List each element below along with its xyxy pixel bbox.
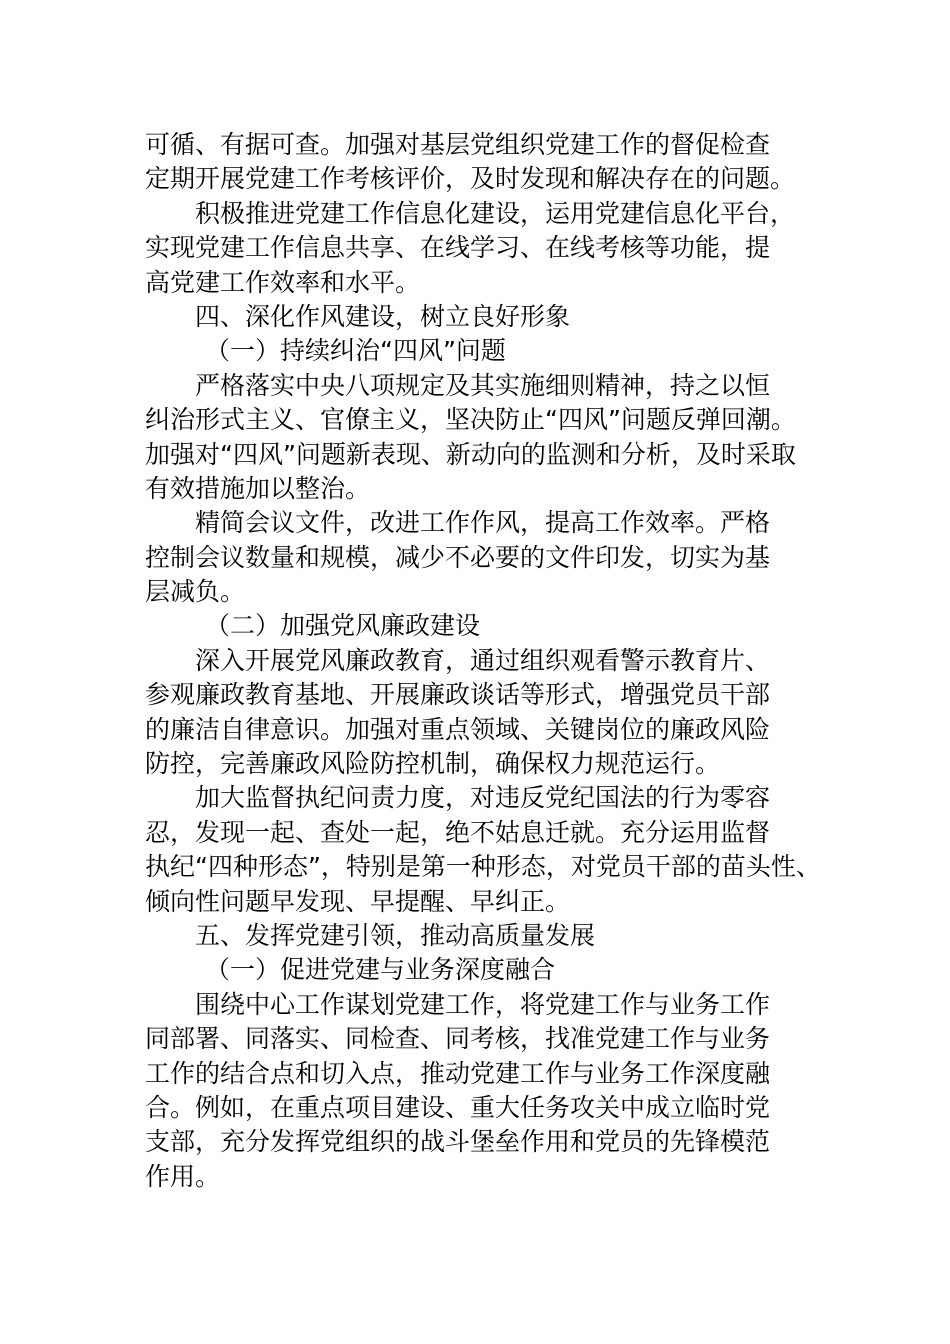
text-line: 高党建工作效率和水平。 <box>145 267 421 297</box>
text-line: 合。例如，在重点项目建设、重大任务攻关中成立临时党 <box>145 1092 771 1122</box>
text-line: 同部署、同落实、同检查、同考核，找准党建工作与业务 <box>145 1024 771 1054</box>
text-line: 工作的结合点和切入点，推动党建工作与业务工作深度融 <box>145 1058 771 1088</box>
text-line: 作用。 <box>145 1161 221 1191</box>
paragraph-start: 严格落实中央八项规定及其实施细则精神，持之以恒 <box>195 370 771 400</box>
text-line: 实现党建工作信息共享、在线学习、在线考核等功能，提 <box>145 233 771 263</box>
text-line: 防控，完善廉政风险防控机制，确保权力规范运行。 <box>145 749 721 779</box>
text-line: 加强对“四风”问题新表现、新动向的监测和分析，及时采取 <box>145 439 796 469</box>
text-line: 有效措施加以整治。 <box>145 473 371 503</box>
text-line: 执纪“四种形态”，特别是第一种形态，对党员干部的苗头性、 <box>145 852 821 882</box>
subsection-heading: （一）持续纠治“四风”问题 <box>205 336 506 366</box>
section-heading: 四、深化作风建设，树立良好形象 <box>195 301 571 331</box>
document-body <box>145 128 821 1194</box>
paragraph-start: 围绕中心工作谋划党建工作，将党建工作与业务工作 <box>195 989 771 1019</box>
subsection-heading: （二）加强党风廉政建设 <box>205 611 481 641</box>
section-heading: 五、发挥党建引领，推动高质量发展 <box>195 920 596 950</box>
text-line: 的廉洁自律意识。加强对重点领域、关键岗位的廉政风险 <box>145 714 771 744</box>
text-line: 参观廉政教育基地、开展廉政谈话等形式，增强党员干部 <box>145 680 771 710</box>
paragraph-start: 加大监督执纪问责力度，对违反党纪国法的行为零容 <box>195 783 771 813</box>
text-line: 可循、有据可查。加强对基层党组织党建工作的督促检查 <box>145 130 771 159</box>
text-line: 层减负。 <box>145 577 246 607</box>
text-line: 倾向性问题早发现、早提醒、早纠正。 <box>145 886 571 916</box>
text-line: 控制会议数量和规模，减少不必要的文件印发，切实为基 <box>145 542 771 572</box>
subsection-heading: （一）促进党建与业务深度融合 <box>205 955 556 985</box>
text-line: 纠治形式主义、官僚主义，坚决防止“四风”问题反弹回潮。 <box>145 405 796 435</box>
paragraph-start: 精简会议文件，改进工作作风，提高工作效率。严格 <box>195 508 771 538</box>
paragraph-start: 深入开展党风廉政教育，通过组织观看警示教育片、 <box>195 645 771 675</box>
text-line: 支部，充分发挥党组织的战斗堡垒作用和党员的先锋模范 <box>145 1127 771 1157</box>
text-line: 忍，发现一起、查处一起，绝不姑息迁就。充分运用监督 <box>145 817 771 847</box>
text-line: 定期开展党建工作考核评价，及时发现和解决存在的问题。 <box>145 164 796 194</box>
paragraph-start: 积极推进党建工作信息化建设，运用党建信息化平台， <box>195 198 796 228</box>
